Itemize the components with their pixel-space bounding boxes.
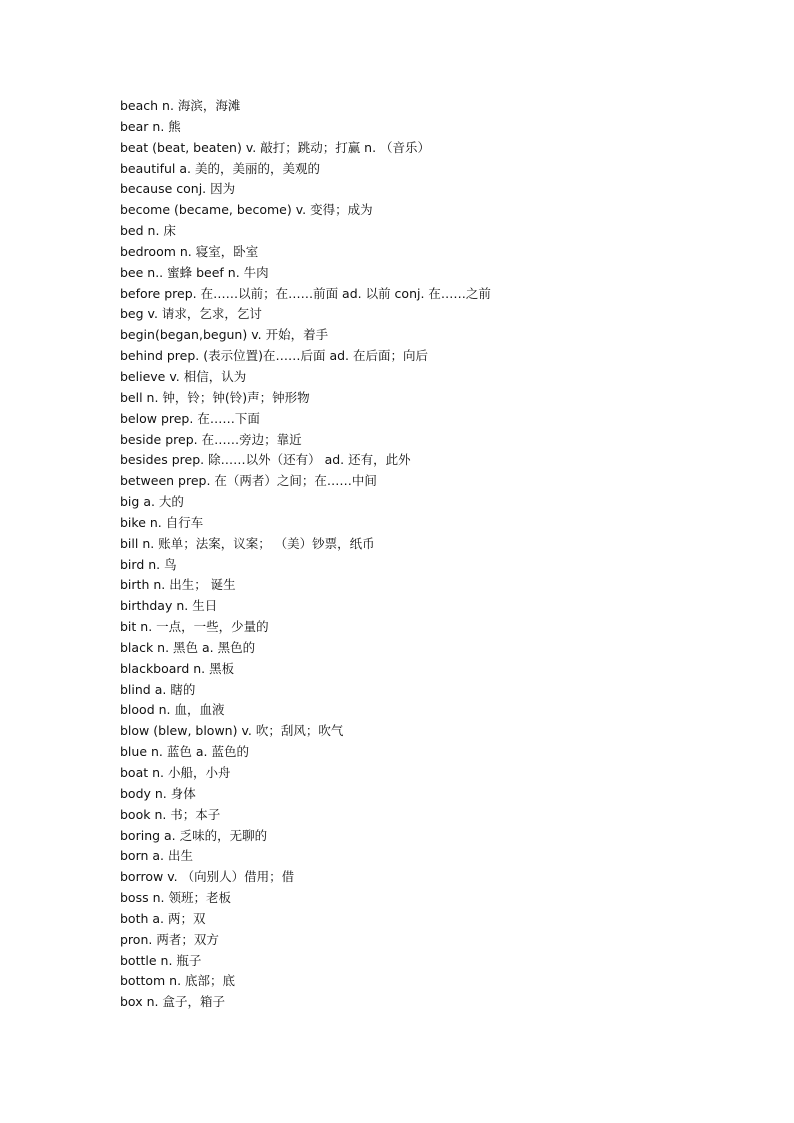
vocabulary-entry: blood n. 血，血液 (120, 702, 225, 718)
vocabulary-entry: believe v. 相信，认为 (120, 368, 247, 384)
vocabulary-entry: become (became, become) v. 变得；成为 (120, 202, 373, 218)
vocabulary-entry: beach n. 海滨，海滩 (120, 98, 241, 113)
vocabulary-entry: bird n. 鸟 (120, 556, 177, 572)
vocabulary-entry: bell n. 钟，铃；钟(铃)声；钟形物 (120, 389, 310, 405)
vocabulary-entry: besides prep. 除……以外（还有） ad. 还有，此外 (120, 452, 411, 468)
vocabulary-entry: blackboard n. 黑板 (120, 660, 235, 676)
vocabulary-entry: blow (blew, blown) v. 吹；刮风；吹气 (120, 723, 344, 739)
vocabulary-entry: beg v. 请求，乞求，乞讨 (120, 306, 262, 322)
vocabulary-entry: beside prep. 在……旁边；靠近 (120, 431, 302, 447)
vocabulary-entry: boat n. 小船，小舟 (120, 765, 231, 780)
vocabulary-entry: boring a. 乏味的，无聊的 (120, 827, 268, 843)
vocabulary-entry: bed n. 床 (120, 223, 176, 239)
vocabulary-list (120, 96, 740, 1013)
vocabulary-entry: birthday n. 生日 (120, 598, 218, 614)
vocabulary-entry: birth n. 出生； 诞生 (120, 577, 236, 593)
vocabulary-entry: blue n. 蓝色 a. 蓝色的 (120, 744, 249, 760)
vocabulary-entry: big a. 大的 (120, 494, 184, 510)
vocabulary-entry: bottle n. 瓶子 (120, 952, 202, 968)
vocabulary-entry: bee n.. 蜜蜂 beef n. 牛肉 (120, 264, 269, 280)
vocabulary-entry: because conj. 因为 (120, 181, 236, 197)
vocabulary-entry: before prep. 在……以前；在……前面 ad. 以前 conj. 在……之前 (120, 285, 491, 301)
vocabulary-entry: begin(began,begun) v. 开始，着手 (120, 327, 329, 343)
vocabulary-entry: beat (beat, beaten) v. 敲打；跳动；打赢 n. （音乐） (120, 139, 431, 155)
vocabulary-entry: boss n. 领班；老板 (120, 890, 231, 906)
vocabulary-entry: bear n. 熊 (120, 118, 181, 134)
vocabulary-entry: blind a. 瞎的 (120, 681, 196, 697)
vocabulary-entry: borrow v. （向别人）借用；借 (120, 869, 295, 885)
vocabulary-entry: box n. 盒子，箱子 (120, 994, 225, 1010)
vocabulary-entry: bit n. 一点，一些，少量的 (120, 619, 269, 635)
vocabulary-entry: behind prep. (表示位置)在……后面 ad. 在后面；向后 (120, 348, 428, 364)
vocabulary-entry: bike n. 自行车 (120, 514, 204, 530)
vocabulary-entry: below prep. 在……下面 (120, 410, 260, 426)
vocabulary-entry: between prep. 在（两者）之间；在……中间 (120, 473, 377, 489)
vocabulary-entry: book n. 书；本子 (120, 806, 221, 822)
vocabulary-entry: born a. 出生 (120, 848, 194, 864)
vocabulary-entry: bill n. 账单；法案，议案； （美）钞票，纸币 (120, 535, 375, 551)
vocabulary-entry: both a. 两；双 (120, 910, 206, 926)
vocabulary-entry: body n. 身体 (120, 785, 196, 801)
vocabulary-entry: bottom n. 底部；底 (120, 973, 236, 989)
vocabulary-entry: black n. 黑色 a. 黑色的 (120, 639, 256, 655)
vocabulary-entry: beautiful a. 美的，美丽的，美观的 (120, 160, 320, 176)
vocabulary-entry: pron. 两者；双方 (120, 931, 219, 947)
vocabulary-entry: bedroom n. 寝室，卧室 (120, 243, 259, 259)
